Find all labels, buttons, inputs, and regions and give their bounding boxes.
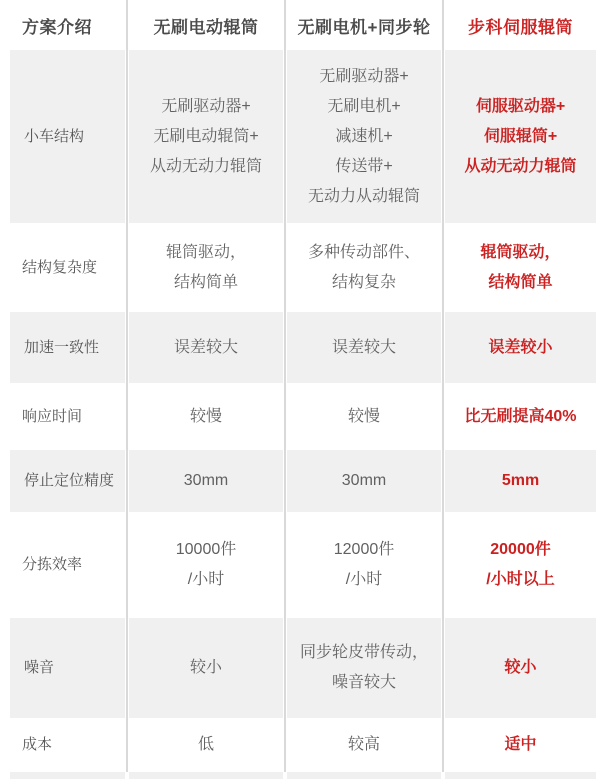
cell-line: 同步轮皮带传动， bbox=[299, 644, 428, 661]
row-label: 结构复杂度 bbox=[22, 258, 98, 276]
cell-line: 低 bbox=[197, 736, 214, 753]
cell-value bbox=[285, 383, 443, 450]
table-row bbox=[0, 312, 606, 383]
header-brushless-roller: 无刷电动辊筒 bbox=[153, 17, 259, 37]
cell-line: /小时 bbox=[345, 571, 383, 588]
cell-line: 无刷驱动器+ bbox=[161, 97, 251, 115]
cell-value bbox=[285, 223, 443, 312]
table-row bbox=[0, 383, 606, 450]
cell-line: 30mm bbox=[341, 472, 387, 489]
cell-servo-value bbox=[443, 512, 598, 618]
cell-line: 结构简单 bbox=[488, 273, 553, 291]
cell-line: 误差较大 bbox=[331, 338, 396, 356]
cell-line: 伺服辊筒+ bbox=[483, 127, 558, 145]
cell-value bbox=[127, 718, 285, 772]
cell-line: 误差较大 bbox=[173, 338, 238, 356]
cell-line: 5mm bbox=[501, 472, 540, 489]
header-kinco-servo-roller: 步科伺服辊筒 bbox=[468, 17, 573, 37]
cell-line: 传送带+ bbox=[335, 157, 393, 175]
cell-line: 伺服驱动器+ bbox=[475, 97, 566, 115]
cell-line: 适中 bbox=[504, 736, 537, 753]
cell-line: /小时以上 bbox=[486, 571, 555, 588]
row-label: 响应时间 bbox=[22, 407, 83, 425]
cell-servo-value bbox=[443, 312, 598, 383]
cell-value bbox=[127, 618, 285, 718]
header-scheme-intro: 方案介绍 bbox=[22, 17, 92, 37]
cell-line: 多种传动部件、 bbox=[307, 243, 420, 261]
cell-servo-value bbox=[443, 383, 598, 450]
cell-value bbox=[127, 312, 285, 383]
cell-line: 误差较小 bbox=[488, 338, 553, 356]
cell-line: /小时 bbox=[187, 571, 225, 588]
table-row bbox=[0, 50, 606, 223]
header-brushless-motor-sync-wheel: 无刷电机+同步轮 bbox=[297, 17, 431, 37]
table-row bbox=[0, 718, 606, 772]
cell-line: 无刷电动辊筒+ bbox=[153, 127, 259, 145]
cell-line: 辊筒驱动， bbox=[165, 243, 246, 261]
cell-value bbox=[285, 718, 443, 772]
cell-line: 30mm bbox=[183, 472, 229, 489]
cell-line: 减速机+ bbox=[335, 127, 393, 145]
cell-line: 噪音较大 bbox=[331, 674, 396, 691]
table-row bbox=[0, 450, 606, 512]
table-row bbox=[0, 618, 606, 718]
cell-line: 从动无动力辊筒 bbox=[464, 157, 577, 175]
cell-value bbox=[285, 50, 443, 223]
cell-line: 比无刷提高40% bbox=[464, 407, 577, 425]
cell-line: 无刷驱动器+ bbox=[319, 67, 409, 85]
cell-value bbox=[285, 512, 443, 618]
cell-value bbox=[127, 450, 285, 512]
cell-line: 较小 bbox=[504, 659, 537, 676]
cell-value bbox=[127, 223, 285, 312]
cell-servo-value bbox=[443, 50, 598, 223]
cell-line: 无动力从动辊筒 bbox=[307, 187, 420, 205]
row-label: 加速一致性 bbox=[8, 312, 127, 383]
row-label: 停止定位精度 bbox=[8, 450, 127, 512]
table-row bbox=[0, 512, 606, 618]
column-divider bbox=[126, 0, 128, 772]
cell-line: 结构简单 bbox=[173, 273, 238, 291]
cell-line: 无刷电机+ bbox=[327, 97, 401, 115]
partial-row bbox=[0, 772, 606, 779]
cell-line: 较高 bbox=[347, 736, 380, 753]
row-label: 分拣效率 bbox=[22, 556, 83, 573]
cell-line: 从动无动力辊筒 bbox=[149, 157, 262, 175]
cell-line: 较小 bbox=[189, 659, 222, 676]
cell-servo-value bbox=[443, 618, 598, 718]
cell-line: 较慢 bbox=[189, 407, 222, 425]
table-header-row bbox=[0, 0, 606, 50]
cell-value bbox=[285, 312, 443, 383]
table-body bbox=[0, 50, 606, 772]
cell-servo-value bbox=[443, 223, 598, 312]
cell-value bbox=[127, 50, 285, 223]
column-divider bbox=[442, 0, 444, 772]
row-label: 成本 bbox=[22, 736, 53, 753]
row-label: 噪音 bbox=[8, 618, 127, 718]
cell-line: 12000件 bbox=[333, 541, 395, 558]
cell-line: 20000件 bbox=[490, 541, 551, 558]
cell-line: 辊筒驱动， bbox=[480, 243, 561, 261]
table-row bbox=[0, 223, 606, 312]
cell-value bbox=[127, 512, 285, 618]
row-label: 小车结构 bbox=[8, 50, 127, 223]
cell-value bbox=[127, 383, 285, 450]
column-divider bbox=[284, 0, 286, 772]
cell-line: 结构复杂 bbox=[331, 273, 396, 291]
cell-servo-value bbox=[443, 718, 598, 772]
cell-servo-value bbox=[443, 450, 598, 512]
cell-value bbox=[285, 618, 443, 718]
cell-line: 较慢 bbox=[347, 407, 380, 425]
cell-value bbox=[285, 450, 443, 512]
cell-line: 10000件 bbox=[175, 541, 237, 558]
